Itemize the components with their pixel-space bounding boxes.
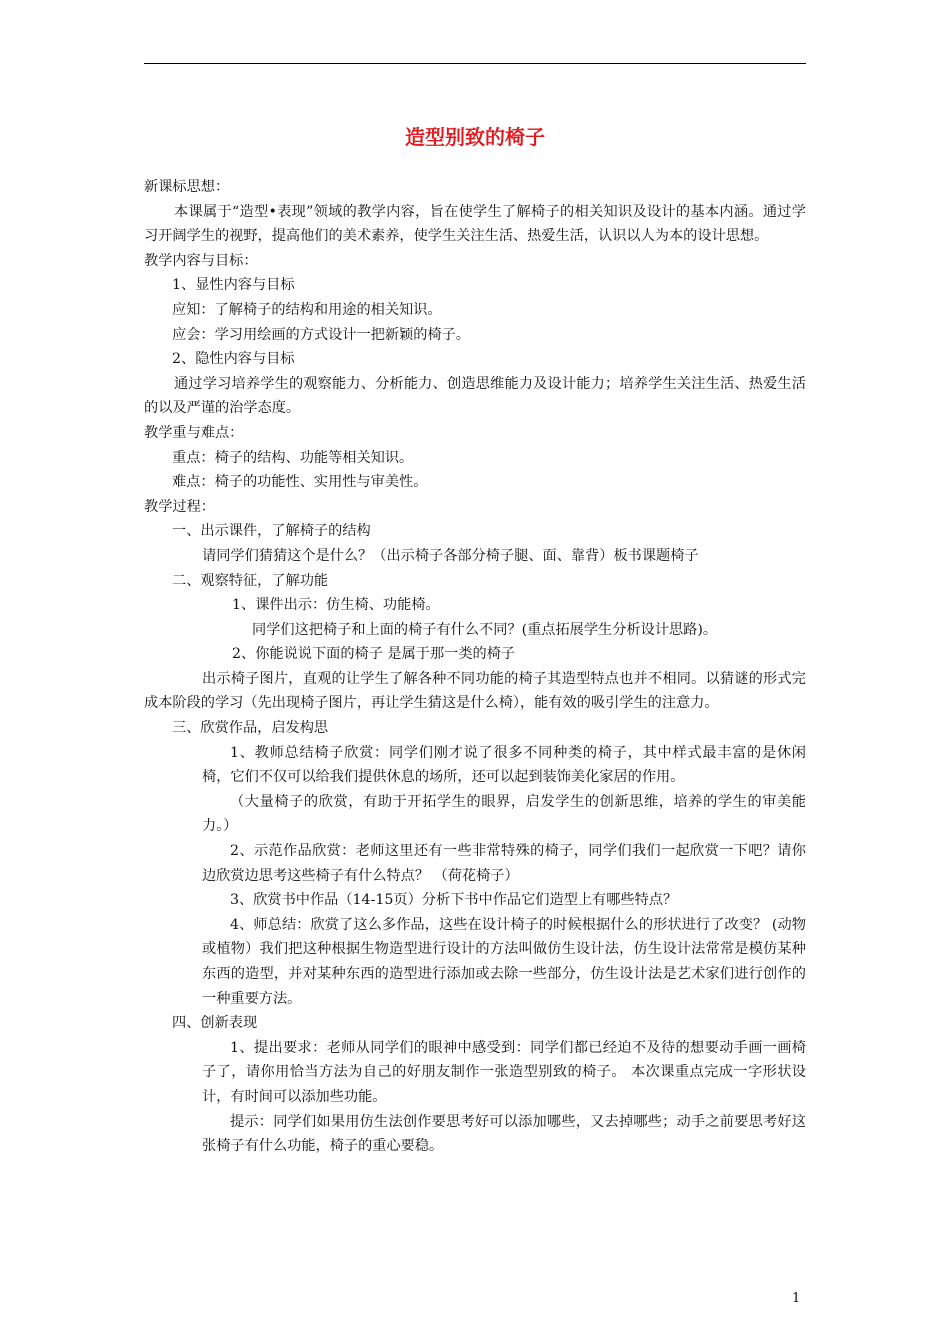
section-two-title: 二、观察特征，了解功能: [172, 572, 329, 589]
section-two-item-2-text: 出示椅子图片，直观的让学生了解各种不同功能的椅子其造型特点也并不相同。以猜谜的形式完成本阶段的学习（先出现椅子图片，再让学生猜这是什么椅），能有效的吸引学生的注意力。: [144, 670, 806, 712]
list-item-difficult: 难点：椅子的功能性、实用性与审美性。: [172, 474, 428, 491]
list-item-able: 应会：学习用绘画的方式设计一把新颖的椅子。: [172, 326, 470, 343]
section-four-title: 四、创新表现: [172, 1015, 258, 1032]
list-item-know: 应知：了解椅子的结构和用途的相关知识。: [172, 301, 442, 318]
heading-ideas: 新课标思想：: [144, 179, 230, 195]
header-rule: [144, 63, 806, 64]
section-three-item-3: 3、欣赏书中作品（14-15页）分析下书中作品它们造型上有哪些特点？: [230, 892, 678, 909]
section-two-item-1: 1、课件出示：仿生椅、功能椅。: [232, 597, 440, 614]
section-four-tip: 提示：同学们如果用仿生法创作要思考好可以添加哪些，又去掉哪些；动手之前要思考好这张椅子有什么功能，椅子的重心要稳。: [202, 1113, 806, 1155]
section-one-text: 请同学们猜猜这个是什么？（出示椅子各部分椅子腿、面、靠背）板书课题椅子: [202, 547, 699, 564]
list-item-implicit: 2、隐性内容与目标: [172, 351, 295, 368]
heading-process: 教学过程：: [144, 498, 215, 515]
document-body: [144, 175, 806, 1159]
paragraph-ideas: 本课属于“造型•表现”领域的教学内容，旨在使学生了解椅子的相关知识及设计的基本内涵。通过学习开阔学生的视野，提高他们的美术素养，使学生关注生活、热爱生活，认识以人为本的设计思想。: [144, 203, 806, 245]
page-number: 1: [792, 1291, 801, 1306]
section-three-item-1: 1、教师总结椅子欣赏：同学们刚才说了很多不同种类的椅子，其中样式最丰富的是休闲椅，它们不仅可以给我们提供休息的场所，还可以起到装饰美化家居的作用。: [202, 744, 806, 786]
list-item-explicit: 1、显性内容与目标: [172, 277, 295, 294]
heading-key-difficult: 教学重与难点：: [144, 424, 244, 441]
section-three-title: 三、欣赏作品，启发构思: [172, 720, 329, 737]
section-four-item-1: 1、提出要求：老师从同学们的眼神中感受到：同学们都已经迫不及待的想要动手画一画椅子了，请你用恰当方法为自己的好朋友制作一张造型别致的椅子。 本次课重点完成一字形状设计，有时间可以添加些功能。: [202, 1039, 806, 1105]
section-three-item-2: 2、示范作品欣赏：老师这里还有一些非常特殊的椅子，同学们我们一起欣赏一下吧？请你边欣赏边思考这些椅子有什么特点？ （荷花椅子）: [202, 843, 806, 884]
document-title: 造型别致的椅子: [405, 125, 545, 149]
list-item-key: 重点：椅子的结构、功能等相关知识。: [172, 449, 414, 466]
paragraph-implicit: 通过学习培养学生的观察能力、分析能力、创造思维能力及设计能力；培养学生关注生活、热爱生活的以及严谨的治学态度。: [144, 375, 806, 417]
section-three-item-4: 4、师总结：欣赏了这么多作品，这些在设计椅子的时候根据什么的形状进行了改变？ (动物或植物）我们把这种根据生物造型进行设计的方法叫做仿生设计法，仿生设计法常常是模仿某种东西的造型，并对某种东西的造型进行添加或去除一些部分，仿生设计法是艺术家们进行创作的一种重要方法。: [202, 916, 806, 1007]
section-one-title: 一、出示课件，了解椅子的结构: [172, 523, 371, 540]
section-three-note: （大量椅子的欣赏，有助于开拓学生的眼界，启发学生的创新思维，培养的学生的审美能力。）: [202, 793, 806, 835]
section-two-item-2: 2、你能说说下面的椅子 是属于那一类的椅子: [232, 646, 516, 663]
heading-content-goals: 教学内容与目标：: [144, 252, 258, 269]
section-two-item-1-text: 同学们这把椅子和上面的椅子有什么不同？(重点拓展学生分析设计思路)。: [252, 621, 718, 638]
